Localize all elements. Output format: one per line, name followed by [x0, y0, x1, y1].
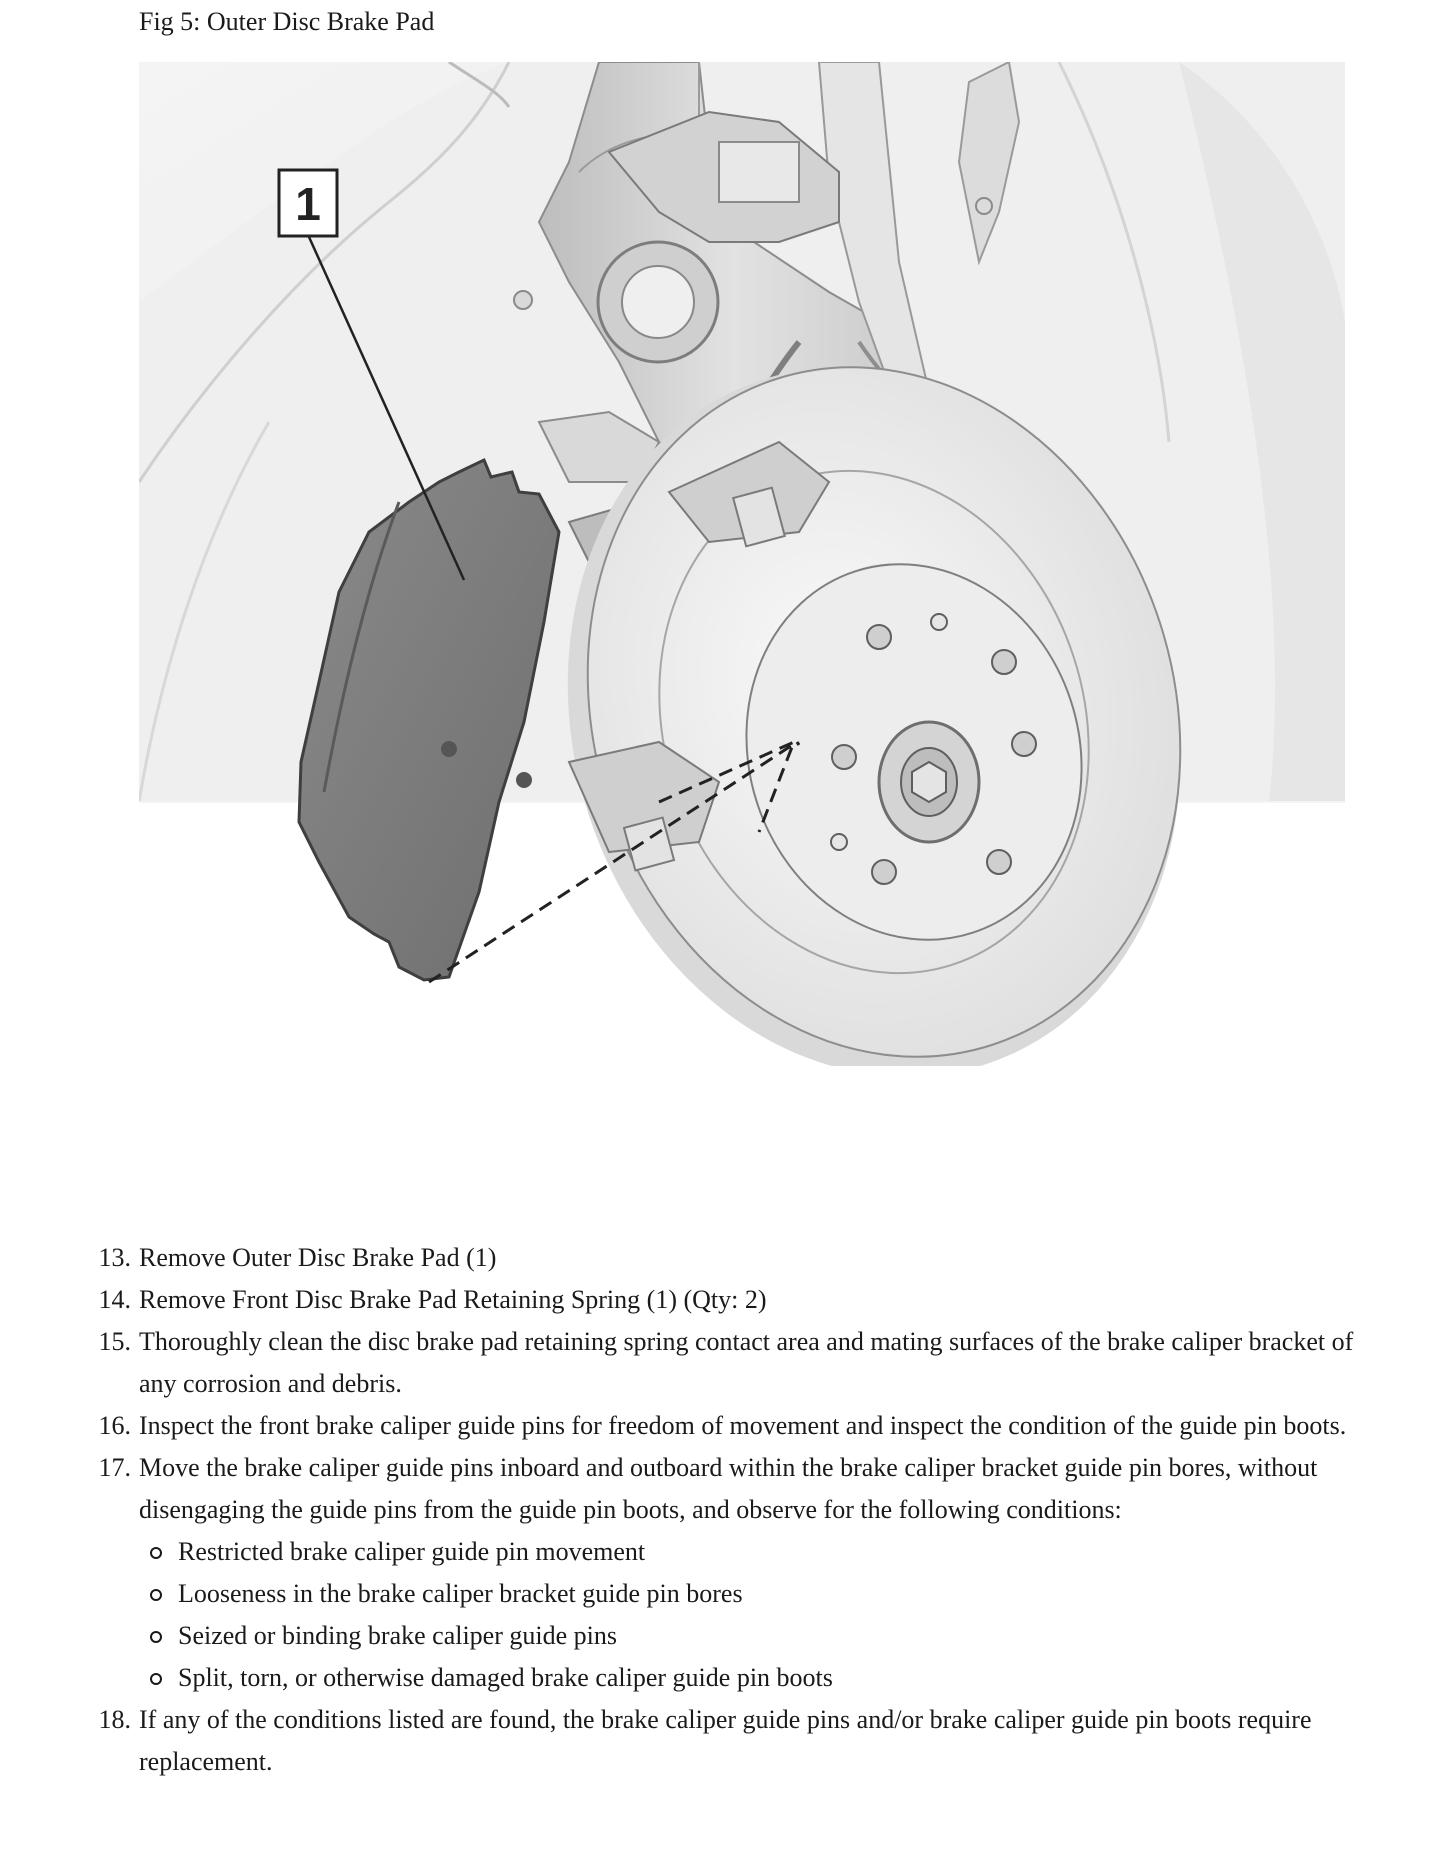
condition-text: Restricted brake caliper guide pin movement [178, 1537, 646, 1566]
bullet-icon [150, 1547, 162, 1559]
step-number: 18. [98, 1705, 131, 1734]
conditions-list [139, 1531, 1365, 1699]
step-text: Move the brake caliper guide pins inboard and outboard within the brake caliper bracket guide pin bores, without disengaging the guide pins from the guide pin boots, and observe for the following conditions: [139, 1453, 1318, 1524]
step-number: 14. [98, 1285, 131, 1314]
step-number: 15. [98, 1327, 131, 1356]
bullet-icon [150, 1631, 162, 1643]
step-13 [0, 1237, 1445, 1279]
step-text: Thoroughly clean the disc brake pad retaining spring contact area and mating surfaces of the brake caliper bracket of any corrosion and debris. [139, 1327, 1354, 1398]
step-17 [0, 1447, 1445, 1699]
step-text: Remove Front Disc Brake Pad Retaining Spring (1) (Qty: 2) [139, 1285, 767, 1314]
condition-text: Split, torn, or otherwise damaged brake caliper guide pin boots [178, 1663, 833, 1692]
step-number: 16. [98, 1411, 131, 1440]
condition-text: Seized or binding brake caliper guide pins [178, 1621, 617, 1650]
callout-label: 1 [295, 178, 321, 230]
step-16 [0, 1405, 1445, 1447]
condition-item [139, 1531, 1365, 1573]
step-18 [0, 1699, 1445, 1783]
callout-box-1 [279, 170, 337, 236]
step-number: 17. [98, 1453, 131, 1482]
figure-caption: Fig 5: Outer Disc Brake Pad [139, 7, 435, 36]
condition-item [139, 1615, 1365, 1657]
step-15 [0, 1321, 1445, 1405]
bullet-icon [150, 1589, 162, 1601]
step-number: 13. [98, 1243, 131, 1272]
step-text: Inspect the front brake caliper guide pins for freedom of movement and inspect the condition of the guide pin boots. [139, 1411, 1347, 1440]
condition-item [139, 1657, 1365, 1699]
step-14 [0, 1279, 1445, 1321]
brake-assembly-illustration [139, 62, 1345, 1066]
step-text: If any of the conditions listed are found, the brake caliper guide pins and/or brake caliper guide pin boots require replacement. [139, 1705, 1312, 1776]
step-text: Remove Outer Disc Brake Pad (1) [139, 1243, 497, 1272]
condition-text: Looseness in the brake caliper bracket guide pin bores [178, 1579, 743, 1608]
procedure-steps [0, 1237, 1445, 1783]
condition-item [139, 1573, 1365, 1615]
bullet-icon [150, 1673, 162, 1685]
